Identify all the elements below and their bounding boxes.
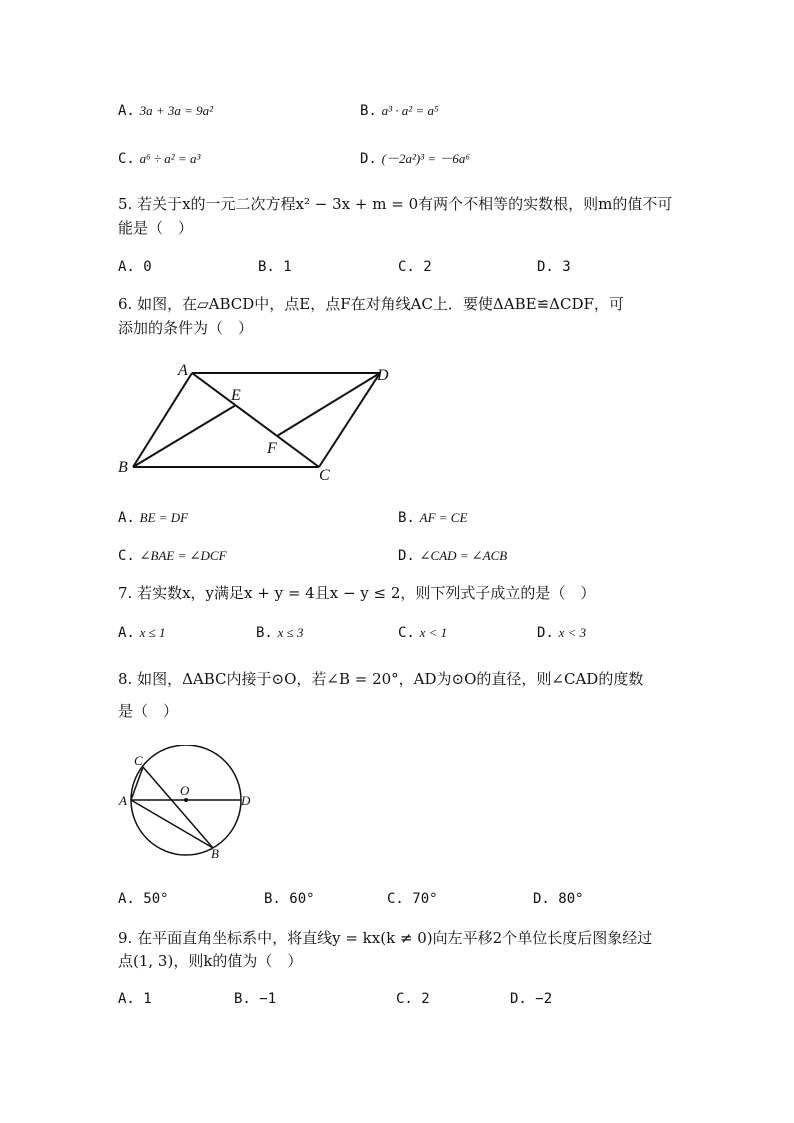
label-f: F: [267, 440, 277, 457]
option-expression: ∠CAD = ∠ACB: [419, 548, 508, 563]
q8-option-c[interactable]: C. 70°: [387, 891, 438, 907]
q7-option-b[interactable]: [256, 622, 304, 643]
question-number: 6.: [118, 295, 133, 313]
q6-option-d[interactable]: [398, 545, 507, 566]
option-letter: C.: [398, 625, 415, 641]
option-letter: B.: [256, 625, 273, 641]
q5-option-a[interactable]: A. 0: [118, 259, 152, 275]
q9-option-b[interactable]: B. −1: [234, 991, 277, 1007]
option-letter: D.: [360, 151, 377, 167]
q5-stem-line1: [118, 194, 672, 214]
chord-cb: [143, 767, 213, 848]
option-letter: C.: [118, 151, 135, 167]
question-text: 在平面直角坐标系中，将直线y = kx(k ≠ 0)向左平移2个单位长度后图象经过: [137, 929, 653, 947]
question-text: 如图，ΔABC内接于⊙O，若∠B = 20°，AD为⊙O的直径，则∠CAD的度数: [137, 670, 644, 688]
q8-option-a[interactable]: A. 50°: [118, 891, 169, 907]
q6-option-c[interactable]: [118, 545, 227, 566]
chord-ab: [131, 800, 213, 848]
segment-dc: [319, 373, 380, 467]
option-letter: C.: [118, 548, 135, 564]
option-letter: A.: [118, 625, 135, 641]
q8-option-d[interactable]: D. 80°: [533, 891, 584, 907]
label-b: B: [211, 846, 219, 861]
q6-option-b[interactable]: [398, 507, 467, 528]
option-letter: D.: [398, 548, 415, 564]
option-expression: ∠BAE = ∠DCF: [139, 548, 227, 563]
q4-option-a[interactable]: [118, 100, 213, 121]
option-expression: a⁶ ÷ a² = a³: [139, 151, 201, 166]
q4-option-d[interactable]: [360, 148, 470, 169]
segment-df: [277, 373, 380, 436]
label-d: D: [377, 367, 389, 384]
option-expression: (－2a²)³ = －6a⁶: [381, 151, 470, 166]
label-a: A: [178, 362, 188, 379]
question-number: 8.: [118, 670, 133, 688]
label-c: C: [319, 467, 330, 484]
q7-option-a[interactable]: [118, 622, 166, 643]
label-d: D: [241, 793, 251, 808]
q7-stem: [118, 583, 595, 603]
question-text: 若关于x的一元二次方程x² − 3x + m = 0有两个不相等的实数根，则m的值不可: [137, 195, 673, 213]
option-expression: a³ · a² = a⁵: [381, 103, 439, 118]
q8-stem-line1: [118, 669, 643, 689]
q6-stem-line2: 添加的条件为（ ）: [118, 319, 254, 337]
parallelogram-figure: [110, 355, 410, 490]
option-expression: x < 3: [558, 625, 587, 640]
q9-stem-line1: [118, 928, 652, 948]
label-b: B: [118, 459, 128, 476]
q8-stem-line2: 是（ ）: [118, 702, 179, 720]
q5-option-d[interactable]: D. 3: [537, 259, 571, 275]
option-letter: D.: [537, 625, 554, 641]
question-text: 如图，在▱ABCD中，点E，点F在对角线AC上．要使ΔABE≌ΔCDF，可: [137, 295, 624, 313]
center-point: [184, 798, 188, 802]
q5-option-c[interactable]: C. 2: [398, 259, 432, 275]
option-expression: BE = DF: [139, 510, 189, 525]
segment-ab: [133, 373, 192, 467]
q6-option-a[interactable]: [118, 507, 188, 528]
q9-option-c[interactable]: C. 2: [396, 991, 430, 1007]
option-letter: B.: [360, 103, 377, 119]
label-o: O: [180, 783, 190, 798]
segment-be: [133, 405, 236, 467]
label-a: A: [119, 793, 127, 808]
q8-option-b[interactable]: B. 60°: [264, 891, 315, 907]
option-expression: 3a + 3a = 9a²: [139, 103, 214, 118]
q5-option-b[interactable]: B. 1: [258, 259, 292, 275]
option-expression: x ≤ 3: [277, 625, 304, 640]
label-e: E: [231, 387, 241, 404]
q9-option-d[interactable]: D. −2: [510, 991, 553, 1007]
q6-stem-line1: [118, 294, 624, 314]
question-number: 5.: [118, 195, 133, 213]
option-letter: A.: [118, 103, 135, 119]
q9-option-a[interactable]: A. 1: [118, 991, 152, 1007]
q9-stem-line2: 点(1, 3)，则k的值为（ ）: [118, 952, 303, 970]
q7-option-d[interactable]: [537, 622, 586, 643]
q4-option-b[interactable]: [360, 100, 438, 121]
circle-figure: [110, 745, 260, 870]
question-number: 9.: [118, 929, 133, 947]
option-expression: x < 1: [419, 625, 448, 640]
q7-option-c[interactable]: [398, 622, 447, 643]
question-text: 若实数x，y满足x + y = 4且x − y ≤ 2，则下列式子成立的是（ ）: [137, 584, 596, 602]
q4-option-c[interactable]: [118, 148, 200, 169]
option-letter: B.: [398, 510, 415, 526]
option-expression: x ≤ 1: [139, 625, 166, 640]
q5-stem-line2: 能是（ ）: [118, 219, 194, 237]
question-number: 7.: [118, 584, 133, 602]
option-letter: A.: [118, 510, 135, 526]
option-expression: AF = CE: [419, 510, 468, 525]
label-c: C: [134, 753, 143, 768]
